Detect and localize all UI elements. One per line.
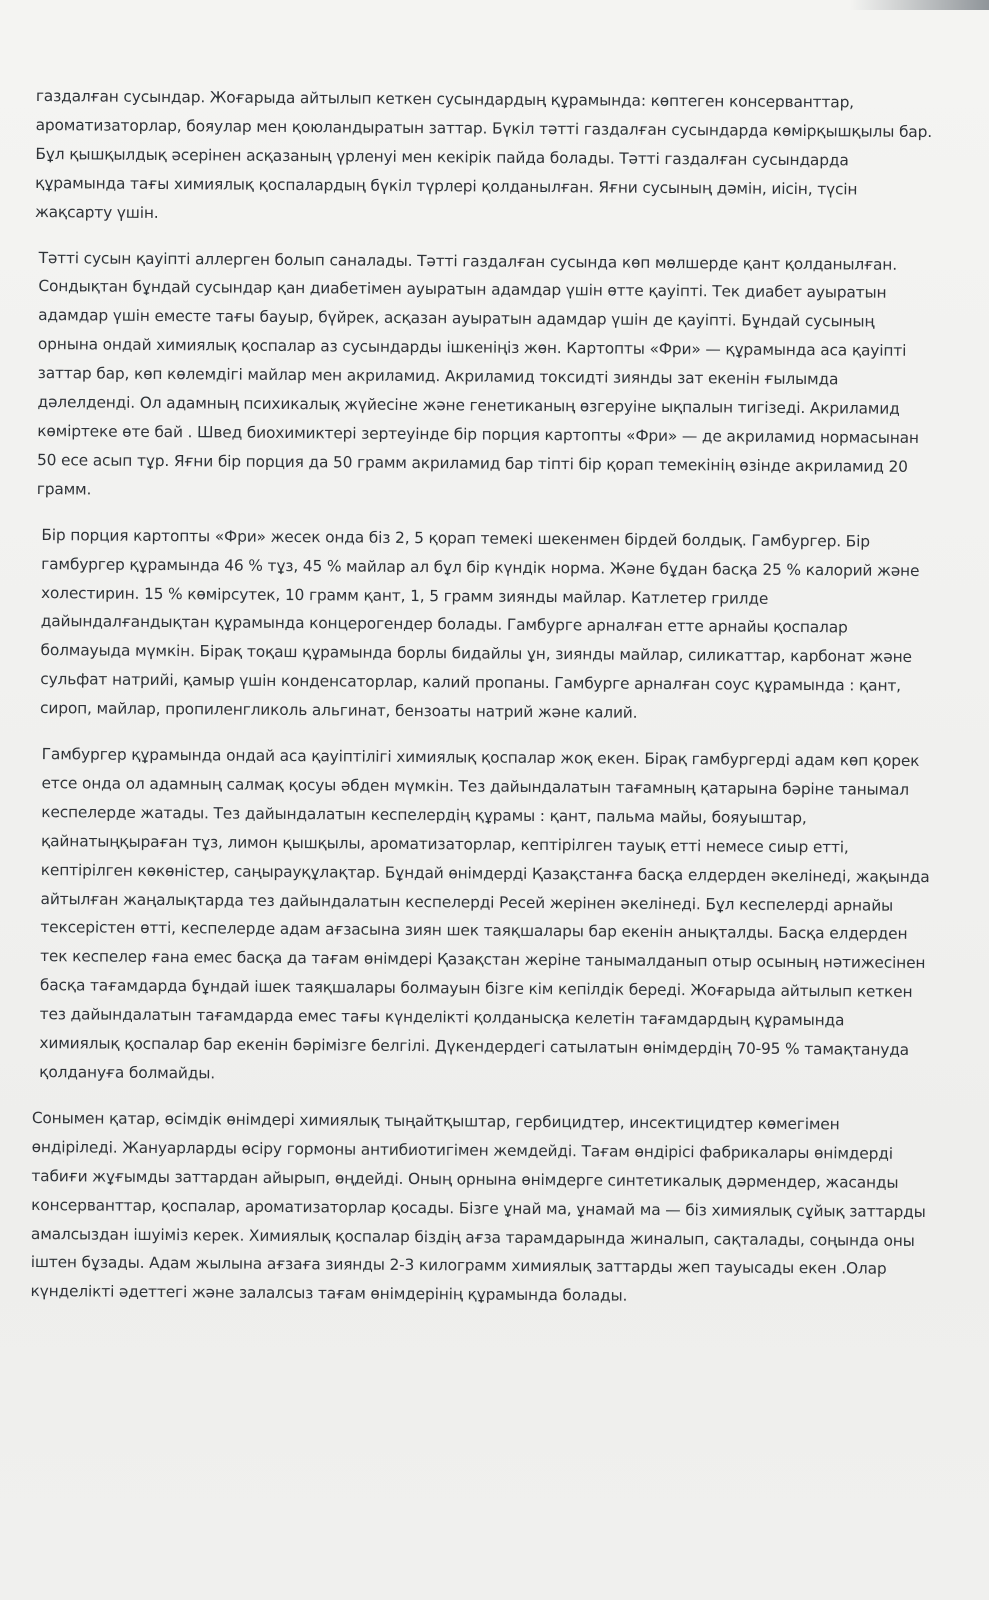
document-body [26,82,936,1330]
paragraph-4: Гамбургер құрамында ондай аса қауіптілігі химиялық қоспалар жоқ екен. Бірақ гамбургерді адам көп қорек етсе онда ол адамның салмақ қосуы әбден мүмкін. Тез дайындалатын тағамның қатарына бәріне танымал кеспелерде жатады. Тез дайындалатын кеспелердің құрамы : қант, пальма майы, бояуыштар, қайнатыңқыраған тұз, лимон қышқылы, ароматизаторлар, кептірілген тауық етті немесе сиыр етті, кептірілген көкөністер, саңырауқұлақтар. Бұндай өнімдерді Қазақстанға басқа елдерден әкелінеді, жақында айтылған жаңалықтарда тез дайындалатын кеспелерді Ресей жерінен әкелінеді. Бұл кеспелерді арнайы тексерістен өтті, кеспелерде адам ағзасына зиян шек таяқшалары бар екенін анықталды. Басқа елдерден тек кеспелер ғана емес басқа да тағам өнімдері Қазақстан жеріне танымалданып отыр осының нәтижесінен басқа тағамдарда бұндай ішек таяқшалары болмауын бізге кім кепілдік береді. Жоғарыда айтылып кеткен тез дайындалатын тағамдарда емес тағы күнделікті қолданысқа келетін тағамдардың құрамында химиялық қоспалар бар екенін бәрімізге белгілі. Дүкендердегі сатылатын өнімдердің 70-95 % тамақтануда қолдануға болмайды. [39,745,930,1083]
paragraph-3: Бір порция картопты «Фри» жесек онда біз 2, 5 қорап темекі шекенмен бірдей болдық. Гамбургер. Бір гамбургер құрамында 46 % тұз, 45 % майлар ал бұл бір күндік норма. Және бұдан басқа 25 % калорий және холестирин. 15 % көмірсутек, 10 грамм қант, 1, 5 грамм зиянды майлар. Катлетер грилде дайындалғандықтан құрамында концерогендер болады. Гамбурге арналған етте арнайы қоспалар болмауыда мүмкін. Бірақ тоқаш құрамында борлы бидайлы ұн, зиянды майлар, силикаттар, карбонат және сульфат натрийі, қамыр үшін конденсаторлар, калий пропаны. Гамбурге арналған соус құрамында : қант, сироп, майлар, пропиленгликоль альгинат, бензоаты натрий және калий. [40,525,920,722]
paragraph-1: газдалған сусындар. Жоғарыда айтылып кеткен сусындардың құрамында: көптеген консерванттар, ароматизаторлар, бояулар мен қоюландыратын заттар. Бүкіл тәтті газдалған сусындарда көмірқышқылы бар. Бұл қышқылдық әсерінен асқазаның үрленуі мен кекірік пайда болады. Тәтті газдалған сусындарда құрамында тағы химиялық қоспалардың бүкіл түрлері қолданылған. Яғни сусының дәмін, иісін, түсін жақсарту үшін. [34,86,933,222]
paragraph-2: Тәтті сусын қауіпті аллерген болып саналады. Тәтті газдалған сусында көп мөлшерде қант қолданылған. Сондықтан бұндай сусындар қан диабетімен ауыратын адамдар үшін өтте қауіпті. Тек диабет ауыратын адамдар үшін еместе тағы бауыр, бүйрек, асқазан ауыратын адамдар үшін де қауіпті. Бұндай сусының орнына ондай химиялық қоспалар аз сусындарды ішкеніңіз жөн. Картопты «Фри» — құрамында аса қауіпті заттар бар, көп көлемдігі майлар мен акриламид. Акриламид токсидті зиянды зат екенін ғылымда дәлелденді. Ол адамның психикалық жүйесіне және генетиканың өзгеруіне ықпалын тигізеді. Акриламид көміртеке өте бай . Швед биохимиктері зертеуінде бір порция картопты «Фри» — де акриламид нормасынан 50 есе асып тұр. Яғни бір порция да 50 грамм акриламид бар тіпті бір қорап темекінің өзінде акриламид 20 грамм. [36,248,919,499]
top-edge-shadow [849,0,989,10]
paragraph-5: Сонымен қатар, өсімдік өнімдері химиялық тыңайтқыштар, гербицидтер, инсектицидтер көмегімен өндіріледі. Жануарларды өсіру гормоны антибиотигімен жемдейді. Тағам өндірісі фабрикалары өнімдерді табиғи жұғымды заттардан айырып, өңдейді. Оның орнына өнімдерге синтетикалық дәрмендер, жасанды консерванттар, қоспалар, ароматизаторлар қосады. Бізге ұнай ма, ұнамай ма — біз химиялық сұйық заттарды амалсыздан ішуіміз керек. Химиялық қоспалар біздің ағза тарамдарында жиналып, сақталады, соңында оны іштен бұзады. Адам жылына ағзаға зиянды 2-3 килограмм химиялық заттарды жеп тауысады екен .Олар күнделікті әдеттегі және залалсыз тағам өнімдерінің құрамында болады. [30,1108,926,1306]
